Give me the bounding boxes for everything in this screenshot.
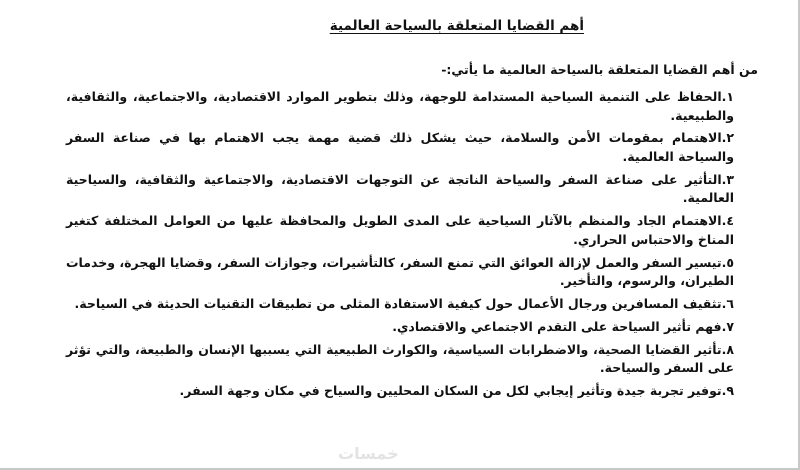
issues-list bbox=[66, 88, 734, 405]
item-number: ٣. bbox=[721, 171, 734, 187]
list-item bbox=[66, 295, 734, 314]
item-number: ٥. bbox=[721, 254, 734, 270]
item-number: ٤. bbox=[721, 213, 734, 229]
item-text: توفير تجربة جيدة وتأثير إيجابي لكل من السكان المحليين والسياح في مكان وجهة السفر. bbox=[179, 383, 722, 399]
item-number: ٧. bbox=[721, 318, 734, 334]
list-item bbox=[66, 171, 734, 208]
item-text: تأثير القضايا الصحية، والاضطرابات السياسية، والكوارث الطبيعية التي يسببها الإنسان والطبيعة، والتي تؤثر على السفر والسياحة. bbox=[66, 341, 734, 376]
item-text: الحفاظ على التنمية السياحية المستدامة للوجهة، وذلك بتطوير الموارد الاقتصادية، والاجتماعية، والثقافية، والطبيعية. bbox=[66, 89, 734, 123]
item-text: الاهتمام بمقومات الأمن والسلامة، حيث يشكل ذلك قضية مهمة يجب الاهتمام بها في صناعة السفر والسياحة العالمية. bbox=[66, 130, 734, 164]
item-number: ٢. bbox=[721, 130, 734, 146]
document-title: أهم القضايا المتعلقة بالسياحة العالمية bbox=[329, 18, 584, 34]
list-item bbox=[66, 341, 734, 378]
list-item bbox=[66, 129, 734, 166]
item-number: ٩. bbox=[721, 383, 734, 399]
item-text: تثقيف المسافرين ورجال الأعمال حول كيفية الاستفادة المثلى من تطبيقات التقنيات الحديثة في السياحة. bbox=[74, 295, 722, 311]
list-item bbox=[66, 88, 734, 125]
item-text: التأثير على صناعة السفر والسياحة الناتجة عن التوجهات الاقتصادية، والاجتماعية والثقافية، والسياحية العالمية. bbox=[66, 171, 734, 206]
list-item bbox=[66, 318, 734, 337]
item-number: ٦. bbox=[721, 295, 734, 311]
item-text: الاهتمام الجاد والمنظم بالآثار السياحية على المدى الطويل والمحافظة عليها من العوامل المختلفة كتغير المناخ والاحتباس الحراري. bbox=[66, 213, 734, 247]
list-item bbox=[66, 382, 734, 401]
item-number: ١. bbox=[721, 89, 734, 104]
list-item bbox=[66, 254, 734, 291]
item-text: تيسير السفر والعمل لإزالة العوائق التي تمنع السفر، كالتأشيرات، وجوازات السفر، وقضايا الهجرة، وخدمات الطيران، والرسوم، والتأخير. bbox=[66, 254, 734, 289]
item-text: فهم تأثير السياحة على التقدم الاجتماعي والاقتصادي. bbox=[392, 318, 722, 334]
intro-paragraph: من أهم القضايا المتعلقة بالسياحة العالمية ما يأتي:- bbox=[441, 62, 758, 77]
item-number: ٨. bbox=[721, 341, 734, 357]
list-item bbox=[66, 212, 734, 249]
site-watermark: خمسات bbox=[338, 444, 399, 463]
